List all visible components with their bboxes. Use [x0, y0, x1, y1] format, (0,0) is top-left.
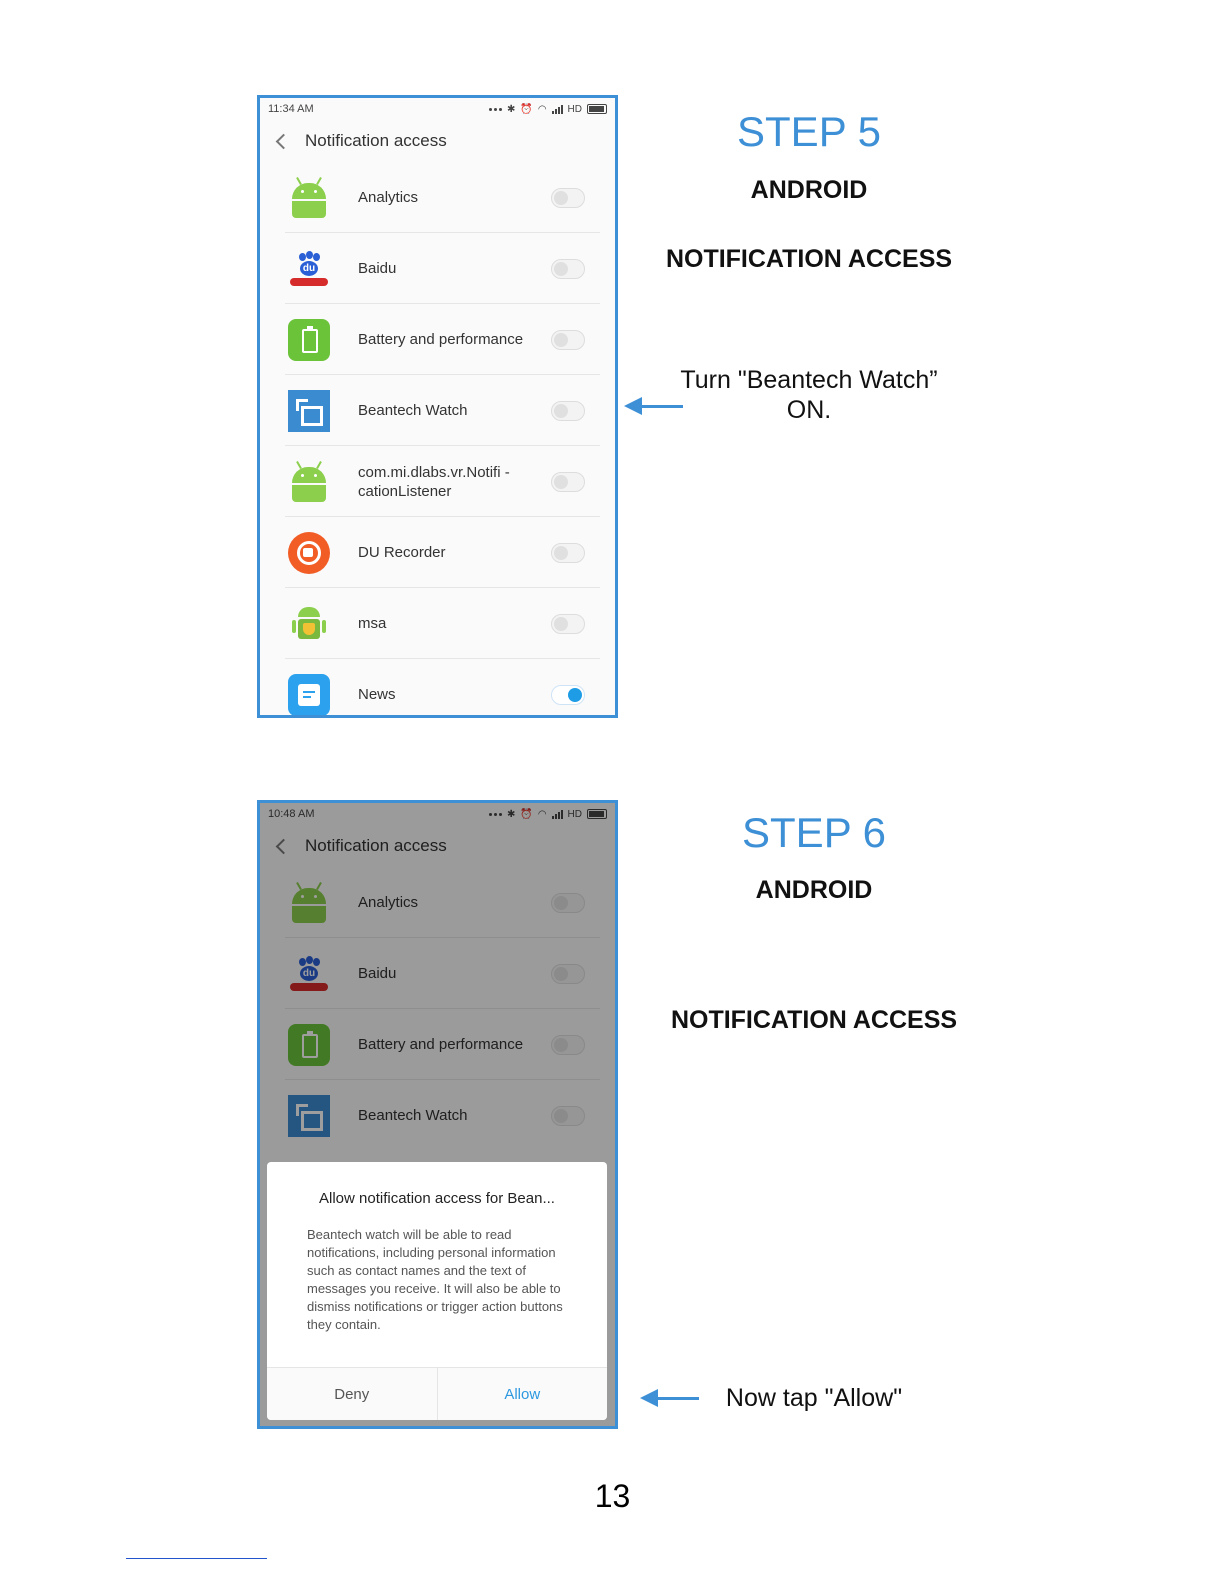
page-number: 13: [594, 1478, 631, 1514]
app-label: DU Recorder: [358, 544, 446, 561]
du-recorder-icon: [288, 532, 330, 574]
toggle-switch[interactable]: [551, 259, 585, 279]
app-row-battery[interactable]: [260, 304, 615, 375]
android-icon: [288, 177, 330, 219]
dialog-body: Beantech watch will be able to read notifications, including personal information such as contact names and the text of messages you receive. It will also be able to dismiss notifications or trigger action buttons they contain.: [307, 1227, 563, 1332]
permission-dialog: [267, 1162, 607, 1420]
app-label: Analytics: [358, 189, 419, 206]
app-list: [260, 162, 615, 718]
step6-title: STEP 6: [742, 809, 886, 856]
alarm-icon: ⏰: [520, 808, 533, 820]
app-row-beantech-watch[interactable]: [260, 375, 615, 446]
status-time: 11:34 AM: [268, 103, 314, 115]
screen-title: Notification access: [305, 131, 447, 150]
toggle-switch[interactable]: [551, 472, 585, 492]
app-row-analytics[interactable]: [260, 162, 615, 233]
android-icon: [288, 461, 330, 503]
wifi-icon: ◠: [537, 808, 547, 820]
battery-icon: [288, 319, 330, 361]
msa-icon: [288, 603, 330, 645]
allow-button[interactable]: Allow: [504, 1385, 541, 1403]
app-row-news[interactable]: [260, 659, 615, 718]
status-bar: [260, 98, 615, 120]
app-label: Analytics: [358, 894, 419, 911]
alarm-icon: ⏰: [520, 103, 533, 115]
step6-platform: ANDROID: [755, 876, 873, 904]
app-row-msa[interactable]: [260, 588, 615, 659]
app-label: Battery and performance: [358, 1036, 524, 1053]
app-row-du-recorder[interactable]: [260, 517, 615, 588]
toggle-switch[interactable]: [551, 330, 585, 350]
bluetooth-icon: ✱: [506, 103, 516, 115]
dialog-title: Allow notification access for Bean...: [319, 1190, 555, 1207]
step5-title: STEP 5: [737, 108, 881, 155]
app-label: Baidu: [358, 965, 397, 982]
toggle-switch[interactable]: [551, 543, 585, 563]
arrow-left-icon: [654, 1397, 699, 1400]
step5-section: NOTIFICATION ACCESS: [665, 245, 953, 273]
toggle-switch[interactable]: [551, 401, 585, 421]
step6-section: NOTIFICATION ACCESS: [670, 1006, 958, 1034]
toggle-switch-on[interactable]: [551, 685, 585, 705]
app-label: Beantech Watch: [358, 1107, 468, 1124]
app-label: Baidu: [358, 260, 397, 277]
network-type: HD: [567, 808, 582, 820]
status-time: 10:48 AM: [268, 808, 315, 820]
battery-status-icon: [587, 104, 607, 114]
deny-button[interactable]: Deny: [267, 1368, 438, 1420]
step6-screenshot: [257, 800, 618, 1429]
screen-header: [260, 120, 615, 162]
toggle-switch[interactable]: [551, 188, 585, 208]
app-label: msa: [358, 615, 387, 632]
screen-title: Notification access: [305, 836, 447, 855]
app-label: com.mi.dlabs.vr.Notifi - cationListener: [358, 463, 510, 500]
network-type: HD: [567, 103, 582, 115]
bluetooth-icon: ✱: [506, 808, 516, 820]
step5-screenshot: [257, 95, 618, 718]
step5-instruction: Turn "Beantech Watch” ON.: [680, 366, 938, 424]
beantech-icon: [288, 390, 330, 432]
app-label: Battery and performance: [358, 331, 524, 348]
app-label: Beantech Watch: [358, 402, 468, 419]
step6-instruction: Now tap "Allow": [725, 1384, 903, 1412]
signal-icon: [552, 105, 563, 114]
baidu-icon: du: [288, 953, 330, 995]
status-icons: [489, 104, 607, 115]
app-row-baidu[interactable]: [260, 233, 615, 304]
app-label: News: [358, 686, 396, 703]
toggle-switch[interactable]: [551, 614, 585, 634]
news-icon: [288, 674, 330, 716]
back-arrow-icon[interactable]: [276, 133, 292, 149]
baidu-icon: du: [288, 248, 330, 290]
wifi-icon: ◠: [537, 103, 547, 115]
dialog-buttons: [267, 1367, 607, 1420]
more-notifications-icon: [489, 108, 502, 111]
step5-platform: ANDROID: [750, 176, 868, 204]
footnote-divider: [126, 1558, 267, 1559]
app-row-notification-listener[interactable]: [260, 446, 615, 517]
arrow-left-icon: [638, 405, 683, 408]
